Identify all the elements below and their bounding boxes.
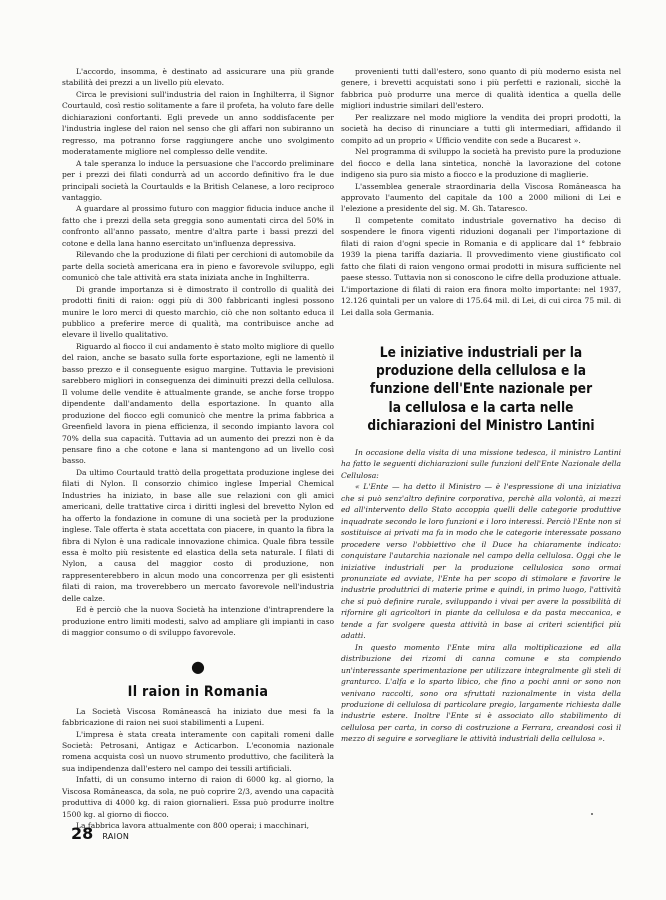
paragraph: L'impresa è stata creata interamente con capitali romeni dalle Società: Petrosani, Antigaz e Acticarbon. L'economia nazionale romena acquista così un nuovo strumento produttivo, che faciliterà la sua indipendenza dall'estero nel campo dei tessili artificiali.: [62, 729, 334, 773]
paragraph: Il competente comitato industriale governativo ha deciso di sospendere le finora vigenti riduzioni doganali per l'importazione di filati di raion d'ogni specie in Romania e di applicare dal 1° febbraio 1939 la piena tariffa daziaria. Il provvedimento viene giustificato col fatto che filati di raion vengono ormai prodotti in misura sufficiente nel paese stesso. Tuttavia non si conoscono le cifre della produzione attuale. L'importazione di filati di raion era finora molto importante: nel 1937, 12.126 quintali per un valore di 175.64 mil. di Lei, di cui circa 75 mil. di Lei dalla sola Germania.: [341, 215, 621, 317]
publication-name: RAION: [102, 832, 130, 841]
paragraph: La Società Viscosa Romănească ha iniziato due mesi fa la fabbricazione di raion nei suoi stabilimenti a Lupeni.: [62, 706, 334, 728]
paragraph: « L'Ente — ha detto il Ministro — è l'espressione di una iniziativa che si può senz'altro definire corporativa, perchè alla volontà, ai mezzi ed all'intervento dello Stato accoppia quelli delle categorie produttive inquadrate secondo le loro funzioni e i loro interessi. Perciò l'Ente non si sostituisce ai privati ma fa in modo che le categorie interessate possano procedere verso l'obbiettivo che il Duce ha chiaramente indicato: conquistare l'autarchia nazionale nel campo della cellulosa. Oggi che le iniziative industriali per la produzione cellulosica sono ormai pronunziate ed avviate, l'Ente ha per scopo di stimolare e favorire le industrie produttrici di materie prime e quindi, in primo luogo, l'attività che si può definire rurale, sviluppando i vivai per avere la possibilità di rifornire gli agricoltori in piante da cellulosa e da pasta meccanica, e tende a far svolgere questa attività in base ai criteri scientifici più adatti.: [341, 482, 621, 641]
page-footer: [71, 824, 129, 843]
paragraph: Nel programma di sviluppo la società ha previsto pure la produzione del fiocco e della lana sintetica, nonchè la lavorazione del cotone indigeno sia puro sia misto a fiocco e la produzione di maglierie.: [341, 147, 621, 180]
left-column: [62, 66, 334, 832]
right-column: [341, 66, 621, 745]
paragraph: L'accordo, insomma, è destinato ad assicurare una più grande stabilità dei prezzi a un livello più elevato.: [62, 67, 334, 88]
paragraph: Per realizzare nel modo migliore la vendita dei propri prodotti, la società ha deciso di rinunciare a tutti gli intermediari, affidando il compito ad un proprio « Ufficio vendite con sede a Bucarest ».: [341, 112, 621, 145]
paragraph: Rilevando che la produzione di filati per cerchioni di automobile da parte della società americana era in pieno e favorevole sviluppo, egli comunicò che tale attività era stata iniziata anche in Inghilterra.: [62, 250, 334, 283]
print-speck: [591, 813, 593, 815]
section-heading-cellulosa: Le iniziative industriali per la produzione della cellulosa e la funzione dell'Ente nazionale per la cellulosa e la carta nelle dichiarazioni del Ministro Lantini: [367, 343, 595, 434]
paragraph: Ed è perciò che la nuova Società ha intenzione d'intraprendere la produzione entro limiti modesti, salvo ad ampliare gli impianti in caso di maggior consumo o di sviluppo favorevole.: [62, 605, 334, 638]
paragraph: Di grande importanza si è dimostrato il controllo di qualità dei prodotti finiti di raion: oggi più di 300 fabbricanti inglesi possono munire le loro merci di questo marchio, ciò che non soltanto educa il pubblico a preferire merce di qualità, ma contribuisce anche ad elevare il livello qualitativo.: [62, 284, 334, 340]
section-heading-romania: Il raion in Romania: [127, 683, 269, 700]
paragraph: Da ultimo Courtauld trattò della progettata produzione inglese dei filati di Nylon. Il consorzio chimico inglese Imperial Chemical Industries ha iniziato, in base alle sue relazioni con gli amici americani, delle trattative circa i diritti inglesi del brevetto Nylon ed ha offerto la fondazione in comune di una società per la produzione inglese. Tale offerta è stata accettata con piacere, in quanto la fibra la fibra di Nylon è una radicale innovazione chimica. Quale fibra tessile essa è molto più resistente ed elastica della seta naturale. I filati di Nylon, a causa del maggior costo di produzione, non rappresenterebbero in alcun modo una concorrenza per gli esistenti filati di raion, ma troverebbero un mercato favorevole nell'industria delle calze.: [62, 467, 334, 603]
page-number: 28: [71, 824, 94, 843]
paragraph: Infatti, di un consumo interno di raion di 6000 kg. al giorno, la Viscosa Romăneasca, da sola, ne può coprire 2/3, avendo una capacità produttiva di 4000 kg. di raion giornalieri. Essa può produrre inoltre 1500 kg. al giorno di fiocco.: [62, 775, 334, 819]
paragraph: In occasione della visita di una missione tedesca, il ministro Lantini ha fatto le seguenti dichiarazioni sulle funzioni dell'Ente Nazionale della Cellulosa:: [341, 447, 621, 480]
paragraph: L'assemblea generale straordinaria della Viscosa Romăneasca ha approvato l'aumento del capitale da 100 a 2000 milioni di Lei e l'elezione a presidente del sig. M. Gh. Tataresco.: [341, 181, 621, 214]
paragraph: La fabbrica lavora attualmente con 800 operai; i macchinari,: [76, 821, 310, 831]
paragraph: Riguardo al fiocco il cui andamento è stato molto migliore di quello del raion, anche se basato sulla forte esportazione, egli ne lamentò il basso prezzo e il conseguente esiguo margine. Tuttavia le previsioni sarebbero migliori in conseguenza dei diminuiti prezzi della cellulosa. Il volume delle vendite è attualmente grande, se anche forse troppo dipendente dall'andamento della esportazione. In quanto alla produzione del fiocco egli comunicò che mentre la prima fabbrica a Greenfield lavora in piena efficienza, il secondo impianto lavora col 70% della sua capacità. Tuttavia ad un aumento dei prezzi non è da pensare fino a che cotone e lana si mantengono ad un livello così basso.: [62, 341, 334, 466]
paragraph: A tale speranza lo induce la persuasione che l'accordo preliminare per i prezzi dei filati condurrà ad un accordo definitivo fra le due principali società la Courtaulds e la British Celanese, a loro reciproco vantaggio.: [62, 158, 334, 202]
paragraph: A guardare al prossimo futuro con maggior fiducia induce anche il fatto che i prezzi della seta greggia sono aumentati circa del 50% in confronto all'anno passato, mentre d'altra parte i bassi prezzi del cotone e della lana hanno esercitato un'influenza depressiva.: [62, 204, 334, 248]
paragraph: provenienti tutti dall'estero, sono quanto di più moderno esista nel genere, i brevetti acquistati sono i più perfetti e razionali, sicchè la fabbrica può produrre una merce di qualità identica a quella delle migliori industrie similari dell'estero.: [341, 67, 621, 111]
paragraph: In questo momento l'Ente mira alla moltiplicazione ed alla distribuzione dei rizomi di canna comune e sta compiendo un'interessante sperimentazione per utilizzare integralmente gli steli di granturco. L'alfa e lo sparto libico, che fino a pochi anni or sono non venivano raccolti, sono ora sfruttati razionalmente in vista della produzione di cellulosa di particolare pregio, largamente richiesta dalle industrie estere. Inoltre l'Ente si è associato allo stabilimento di cellulosa per carta, in corso di costruzione a Ferrara, creandosi così il mezzo di seguire e sorvegliare le attività industriali della cellulosa ».: [341, 642, 621, 744]
section-separator-bullet-icon: ●: [191, 656, 205, 676]
paragraph: Circa le previsioni sull'industria del raion in Inghilterra, il Signor Courtauld, così restio solitamente a fare il profeta, ha voluto fare delle dichiarazioni confortanti. Egli prevede un anno soddisfacente per l'industria inglese del raion nel senso che gli affari non subiranno un regresso, ma potranno forse raggiungere anche uno svolgimento moderatamente migliore nel complesso delle vendite.: [62, 89, 334, 157]
